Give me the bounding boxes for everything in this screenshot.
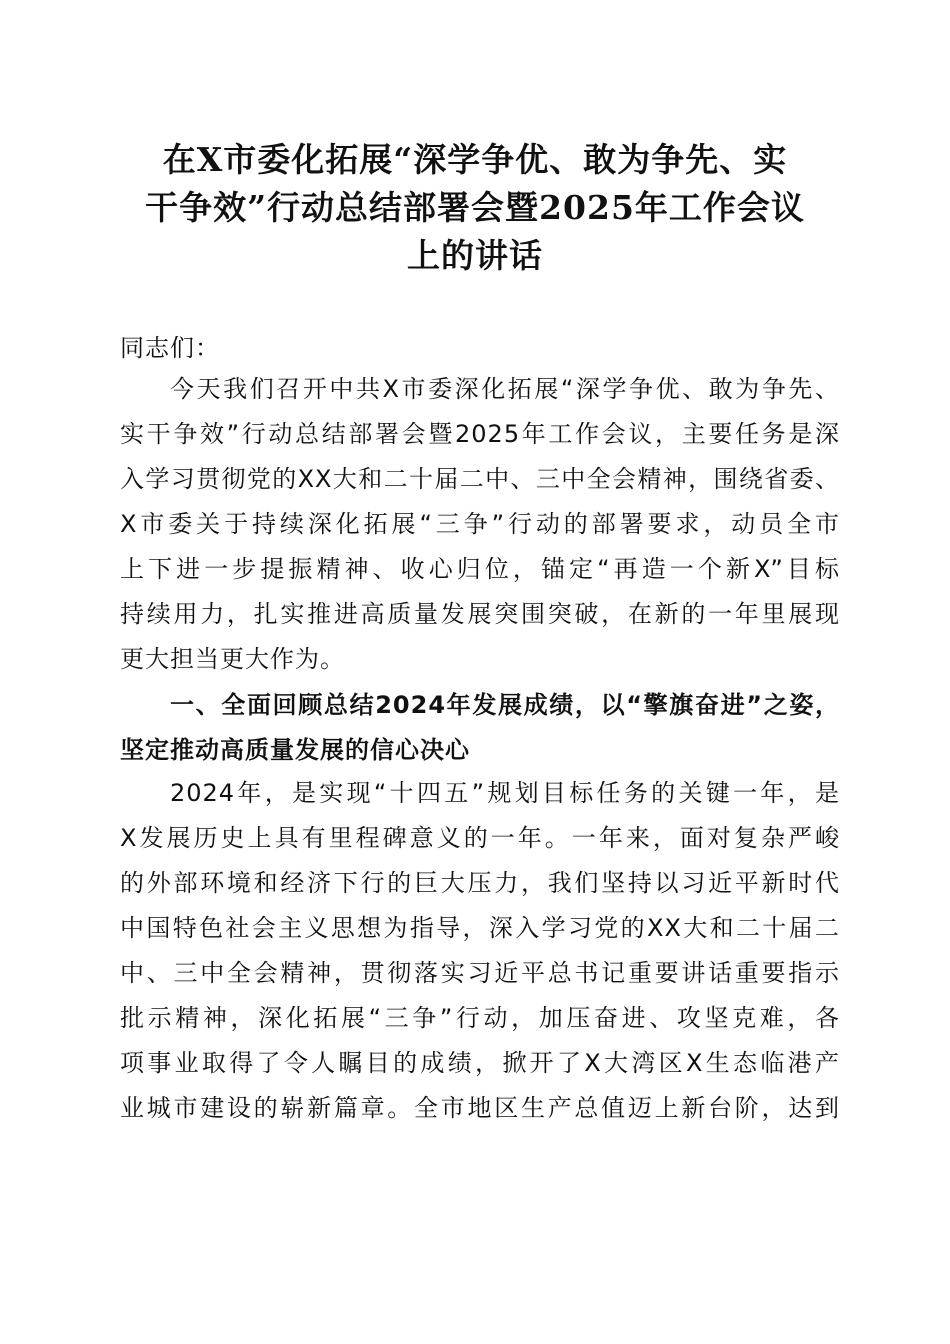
paragraph-opening (120, 367, 840, 682)
paragraph-line: 今天我们召开中共X市委深化拓展“深学争优、敢为争先、 (170, 375, 840, 403)
paragraph-line: X市委关于持续深化拓展“三争”行动的部署要求，动员全市 (120, 510, 840, 538)
paragraph-line: 更大担当更大作为。 (120, 645, 345, 673)
document-title (110, 136, 840, 280)
paragraph-line: 批示精神，深化拓展“三争”行动，加压奋进、攻坚克难，各 (120, 1004, 840, 1032)
paragraph-line: 业城市建设的崭新篇章。全市地区生产总值迈上新台阶，达到 (120, 1094, 840, 1122)
heading-line: 一、全面回顾总结2024年发展成绩，以“擎旗奋进”之姿， (170, 691, 840, 719)
paragraph-line: 上下进一步提振精神、收心归位，锚定“再造一个新X”目标 (120, 555, 840, 583)
salutation-line: 同志们： (120, 334, 220, 362)
section-heading-1 (120, 683, 840, 773)
paragraph-line: 项事业取得了令人瞩目的成绩，掀开了X大湾区X生态临港产 (120, 1049, 840, 1077)
paragraph-line: 中国特色社会主义思想为指导，深入学习党的XX大和二十届二 (120, 914, 840, 942)
paragraph-line: 的外部环境和经济下行的巨大压力，我们坚持以习近平新时代 (120, 869, 840, 897)
paragraph-line: 持续用力，扎实推进高质量发展突围突破，在新的一年里展现 (120, 600, 840, 628)
paragraph-line: 实干争效”行动总结部署会暨2025年工作会议，主要任务是深 (120, 420, 840, 448)
title-line: 在X市委化拓展“深学争优、敢为争先、实 (162, 140, 788, 179)
paragraph-line: X发展历史上具有里程碑意义的一年。一年来，面对复杂严峻 (120, 824, 840, 852)
title-line: 上的讲话 (407, 236, 543, 275)
title-line: 干争效”行动总结部署会暨2025年工作会议 (145, 188, 805, 227)
paragraph-line: 入学习贯彻党的XX大和二十届二中、三中全会精神，围绕省委、 (120, 465, 840, 493)
paragraph-review (120, 771, 840, 1131)
salutation (120, 326, 840, 371)
heading-line: 坚定推动高质量发展的信心决心 (120, 736, 470, 764)
paragraph-line: 中、三中全会精神，贯彻落实习近平总书记重要讲话重要指示 (120, 959, 840, 987)
paragraph-line: 2024年，是实现“十四五”规划目标任务的关键一年，是 (170, 779, 840, 807)
